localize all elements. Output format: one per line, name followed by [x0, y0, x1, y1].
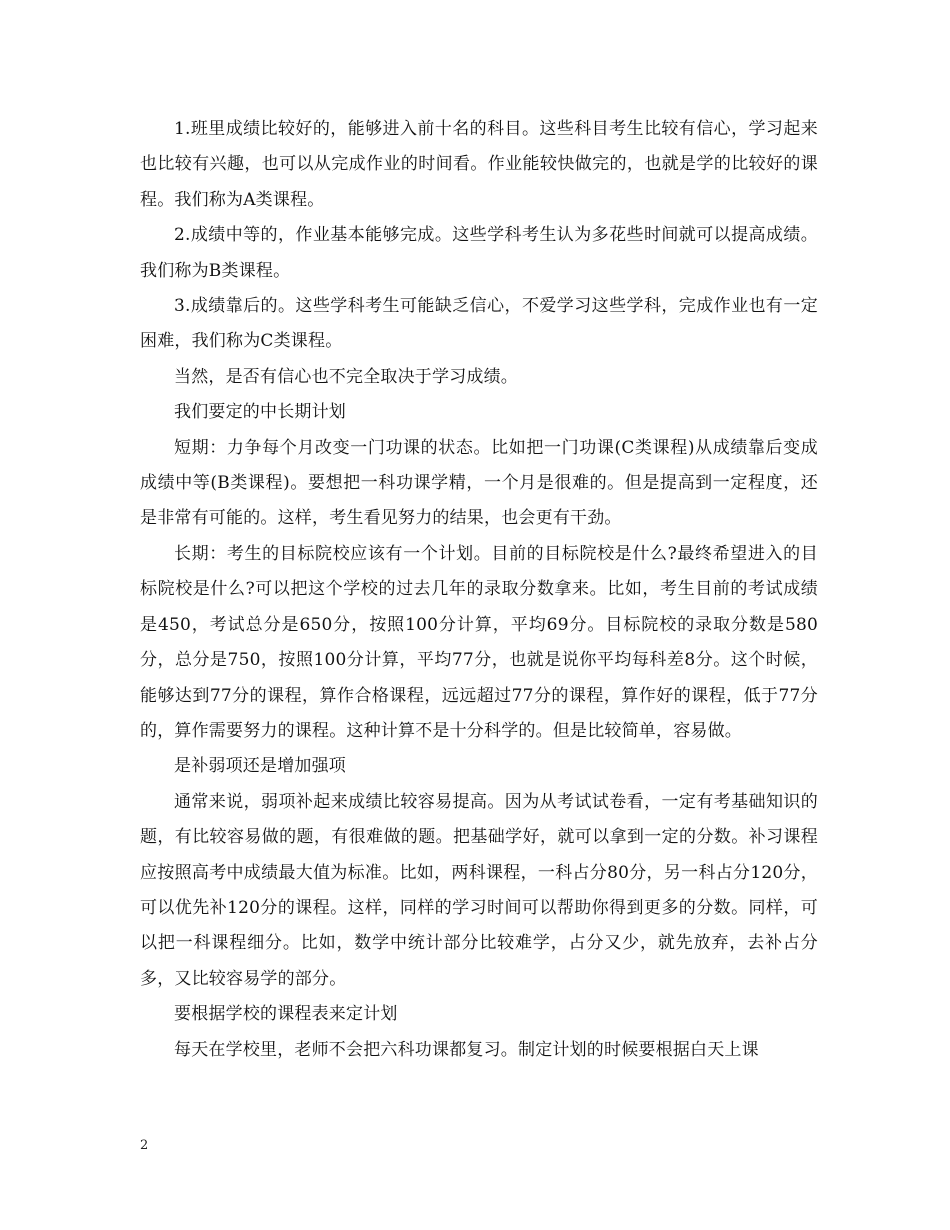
paragraph-class-b: 2.成绩中等的，作业基本能够完成。这些学科考生认为多花些时间就可以提高成绩。我们称为B类课程。	[140, 225, 818, 281]
paragraph-daily-review: 每天在学校里，老师不会把六科功课都复习。制定计划的时候要根据白天上课	[174, 1039, 759, 1060]
paragraph-class-a: 1.班里成绩比较好的，能够进入前十名的科目。这些科目考生比较有信心，学习起来也比较有兴趣，也可以从完成作业的时间看。作业能较快做完的，也就是学的比较好的课程。我们称为A类课程。	[140, 119, 818, 210]
page-number: 2	[140, 1138, 149, 1153]
document-body	[140, 112, 818, 1068]
paragraph-confidence-note: 当然，是否有信心也不完全取决于学习成绩。	[174, 366, 518, 387]
heading-school-schedule: 要根据学校的课程表来定计划	[174, 1004, 398, 1025]
paragraph-weak-subjects: 通常来说，弱项补起来成绩比较容易提高。因为从考试试卷看，一定有考基础知识的题，有比较容易做的题，有很难做的题。把基础学好，就可以拿到一定的分数。补习课程应按照高考中成绩最大值为标准。比如，两科课程，一科占分80分，另一科占分120分，可以优先补120分的课程。这样，同样的学习时间可以帮助你得到更多的分数。同样，可以把一科课程细分。比如，数学中统计部分比较难学，占分又少，就先放弃，去补占分多，又比较容易学的部分。	[140, 791, 818, 989]
paragraph-long-term: 长期：考生的目标院校应该有一个计划。目前的目标院校是什么?最终希望进入的目标院校是什么?可以把这个学校的过去几年的录取分数拿来。比如，考生目前的考试成绩是450，考试总分是650分，按照100分计算，平均69分。目标院校的录取分数是580分，总分是750，按照100分计算，平均77分，也就是说你平均每科差8分。这个时候，能够达到77分的课程，算作合格课程，远远超过77分的课程，算作好的课程，低于77分的，算作需要努力的课程。这种计算不是十分科学的。但是比较简单，容易做。	[140, 543, 818, 741]
heading-weak-or-strong: 是补弱项还是增加强项	[174, 756, 346, 777]
paragraph-class-c: 3.成绩靠后的。这些学科考生可能缺乏信心，不爱学习这些学科，完成作业也有一定困难，我们称为C类课程。	[140, 296, 818, 352]
heading-mid-long-term-plan: 我们要定的中长期计划	[174, 402, 346, 423]
paragraph-short-term: 短期：力争每个月改变一门功课的状态。比如把一门功课(C类课程)从成绩靠后变成成绩中等(B类课程)。要想把一科功课学精，一个月是很难的。但是提高到一定程度，还是非常有可能的。这样，考生看见努力的结果，也会更有干劲。	[140, 437, 818, 529]
